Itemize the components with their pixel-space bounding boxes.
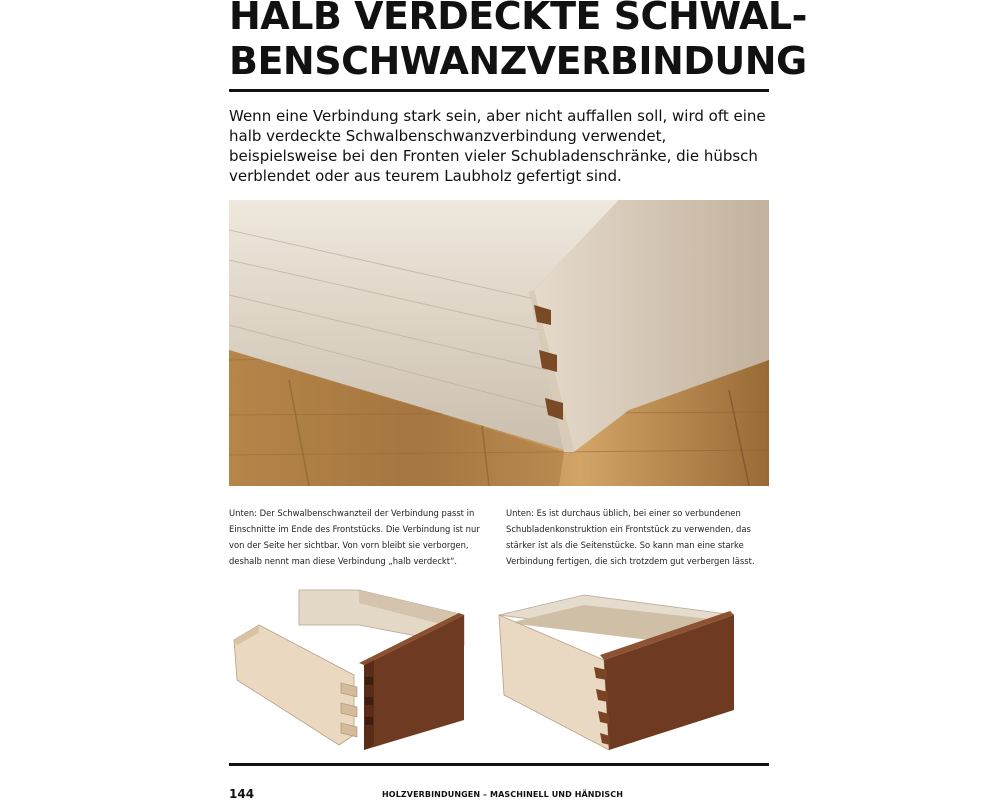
joint-photo <box>229 200 769 486</box>
caption-left: Unten: Der Schwalbenschwanzteil der Verbindung passt in Einschnitte im Ende des Frontstücks. Die Verbindung ist nur von der Seite her sichtbar. Von vorn bleibt sie verborgen, deshalb nennt man diese Verbindung „halb verdeckt“. <box>229 508 480 566</box>
article-title <box>229 0 807 84</box>
page-number: 144 <box>229 787 255 801</box>
title-line-1: HALB VERDECKTE SCHWAL- <box>229 0 807 38</box>
drawer-assembled-illustration <box>494 585 744 755</box>
lead-paragraph: Wenn eine Verbindung stark sein, aber nicht auffallen soll, wird oft eine halb verdeckte Schwalbenschwanzverbindung verwendet, beispielsweise bei den Fronten vieler Schubladenschränke, die hübsch verblendet oder aus teurem Laubholz gefertigt sind. <box>229 107 766 185</box>
title-line-2: BENSCHWANZVERBINDUNG <box>229 39 807 83</box>
running-title: HOLZVERBINDUNGEN – MASCHINELL UND HÄNDISCH <box>382 790 624 799</box>
title-divider <box>229 89 769 92</box>
drawer-exploded-illustration <box>229 585 479 755</box>
footer-divider <box>229 763 769 766</box>
caption-right: Unten: Es ist durchaus üblich, bei einer so verbundenen Schubladenkonstruktion ein Frontstück zu verwenden, das stärker ist als die Seitenstücke. So kann man eine starke Verbindung fertigen, die sich trotzdem gut verbergen lässt. <box>506 508 755 566</box>
